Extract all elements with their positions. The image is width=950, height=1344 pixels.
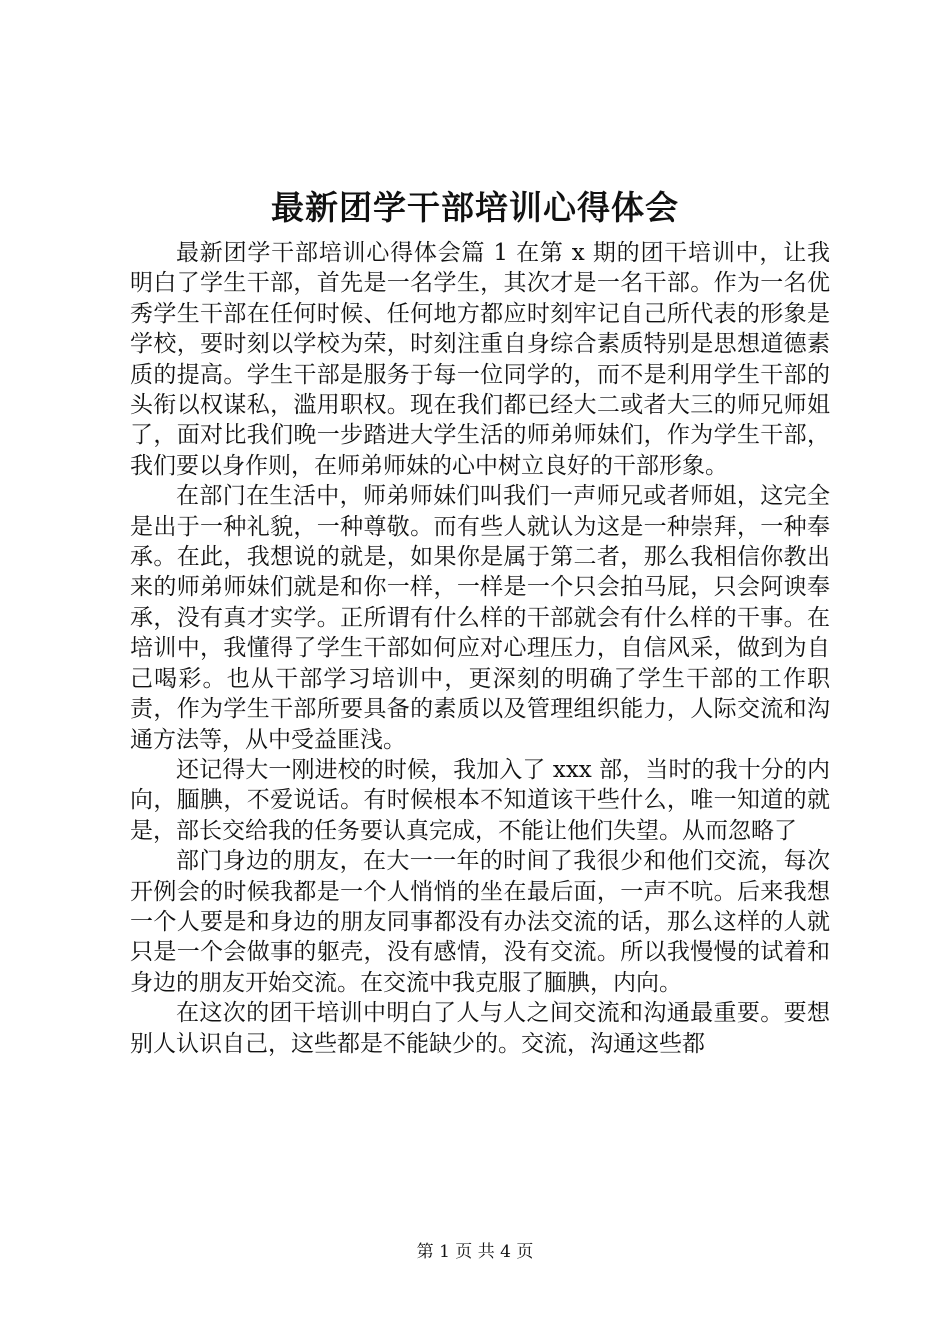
paragraph-3: 还记得大一刚进校的时候，我加入了 xxx 部，当时的我十分的内向，腼腆，不爱说话。有时候根本不知道该干些什么，唯一知道的就是，部长交给我的任务要认真完成，不能让他们失望。从而忽略了 [130, 756, 830, 844]
page-footer: 第 1 页 共 4 页 [416, 1242, 534, 1262]
paragraph-4: 部门身边的朋友，在大一一年的时间了我很少和他们交流，每次开例会的时候我都是一个人悄悄的坐在最后面，一声不吭。后来我想一个人要是和身边的朋友同事都没有办法交流的话，那么这样的人就只是一个会做事的躯壳，没有感情，没有交流。所以我慢慢的试着和身边的朋友开始交流。在交流中我克服了腼腆，内向。 [130, 848, 830, 996]
document-body [130, 238, 830, 1059]
document-title: 最新团学干部培训心得体会 [271, 188, 679, 227]
paragraph-1: 最新团学干部培训心得体会篇 1 在第 x 期的团干培训中，让我明白了学生干部，首先是一名学生，其次才是一名干部。作为一名优秀学生干部在任何时候、任何地方都应时刻牢记自己所代表的形象是学校，要时刻以学校为荣，时刻注重自身综合素质特别是思想道德素质的提高。学生干部是服务于每一位同学的，而不是利用学生干部的头衔以权谋私，滥用职权。现在我们都已经大二或者大三的师兄师姐了，面对比我们晚一步踏进大学生活的师弟师妹们，作为学生干部，我们要以身作则，在师弟师妹的心中树立良好的干部形象。 [130, 240, 830, 479]
paragraph-5: 在这次的团干培训中明白了人与人之间交流和沟通最重要。要想别人认识自己，这些都是不能缺少的。交流，沟通这些都 [130, 1000, 830, 1057]
paragraph-2: 在部门在生活中，师弟师妹们叫我们一声师兄或者师姐，这完全是出于一种礼貌，一种尊敬。而有些人就认为这是一种崇拜，一种奉承。在此，我想说的就是，如果你是属于第二者，那么我相信你教出来的师弟师妹们就是和你一样，一样是一个只会拍马屁，只会阿谀奉承，没有真才实学。正所谓有什么样的干部就会有什么样的干事。在培训中，我懂得了学生干部如何应对心理压力，自信风采，做到为自己喝彩。也从干部学习培训中，更深刻的明确了学生干部的工作职责，作为学生干部所要具备的素质以及管理组织能力，人际交流和沟通方法等，从中受益匪浅。 [130, 483, 830, 753]
